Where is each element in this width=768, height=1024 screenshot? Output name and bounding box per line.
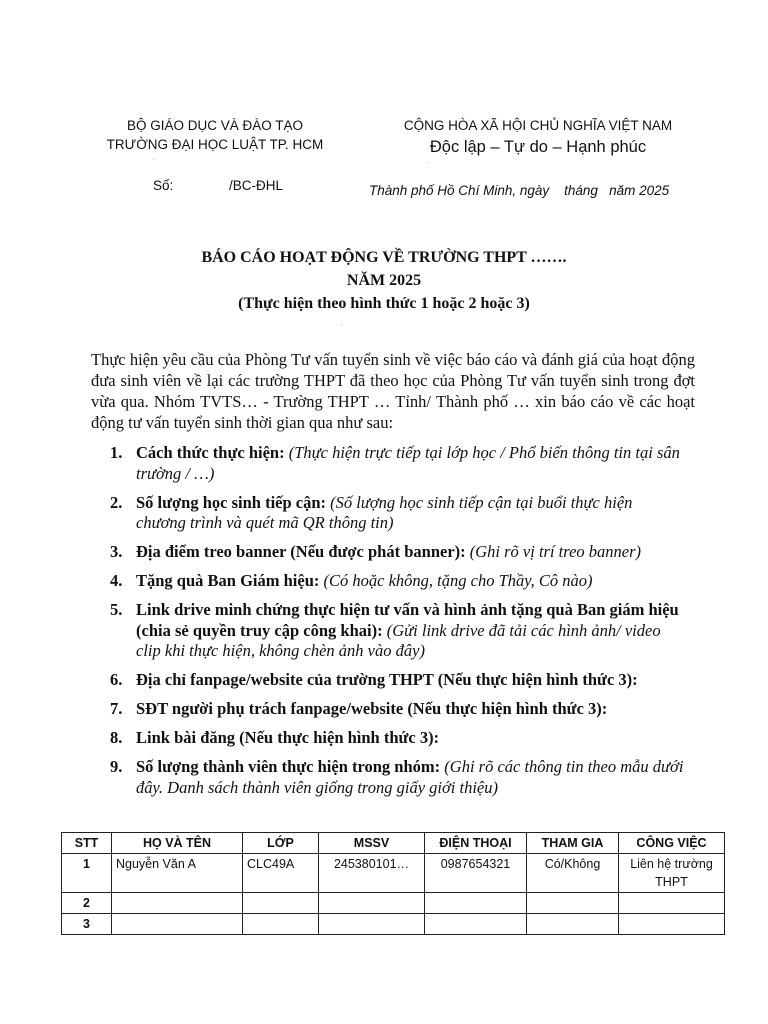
- table-cell: Nguyễn Văn A: [112, 854, 243, 893]
- item-number: 9.: [110, 757, 123, 776]
- table-cell: [425, 914, 527, 935]
- title-line-2: NĂM 2025: [346, 272, 422, 289]
- table-cell: [319, 893, 425, 914]
- tick-mark: ·: [152, 155, 155, 164]
- table-cell: [619, 914, 725, 935]
- national-header: [378, 116, 698, 159]
- school-name: TRƯỜNG ĐẠI HỌC LUẬT TP. HCM: [106, 137, 324, 152]
- table-cell: 3: [62, 914, 112, 935]
- column-header-stt: STT: [62, 833, 112, 854]
- item-heading: Địa chỉ fanpage/website của trường THPT (Nếu thực hiện hình thức 3):: [136, 670, 638, 689]
- table-cell: CLC49A: [243, 854, 319, 893]
- item-number: 1.: [110, 443, 123, 462]
- title-line-3: (Thực hiện theo hình thức 1 hoặc 2 hoặc 3): [238, 295, 530, 312]
- item-note: (Ghi rõ vị trí treo banner): [465, 542, 642, 561]
- table-cell: 2: [62, 893, 112, 914]
- tick-mark: ·: [426, 159, 429, 168]
- item-heading: Link drive minh chứng thực hiện tư vấn và hình ảnh tặng quà Ban giám hiệu (chia sẻ quyền truy cập công khai):: [136, 600, 679, 640]
- table-cell: Liên hệ trường THPT: [619, 854, 725, 893]
- item-note: (Số lượng học sinh tiếp cận tại buổi thực hiện chương trình và quét mã QR thông tin): [136, 492, 633, 532]
- item-number: 7.: [110, 699, 123, 718]
- list-item: [104, 699, 684, 720]
- list-item: [104, 728, 684, 749]
- table-row: [62, 914, 725, 935]
- document-number-label: Số:: [153, 178, 174, 193]
- column-header-participation: THAM GIA: [527, 833, 619, 854]
- item-heading: Tặng quà Ban Giám hiệu:: [136, 571, 320, 590]
- table-cell: 245380101…: [319, 854, 425, 893]
- table-header-row: [62, 833, 725, 854]
- intro-paragraph: Thực hiện yêu cầu của Phòng Tư vấn tuyển sinh về việc báo cáo và đánh giá của hoạt động đưa sinh viên về lại các trường THPT đã theo học của Phòng Tư vấn tuyển sinh trong đợt vừa qua. Nhóm TVTS… - Trường THPT … Tỉnh/ Thành phố … xin báo cáo về các hoạt động tư vấn tuyển sinh thời gian qua như sau:: [91, 350, 695, 432]
- item-note: (Thực hiện trực tiếp tại lớp học / Phổ biến thông tin tại sân trường / …): [136, 443, 680, 483]
- item-number: 3.: [110, 542, 123, 561]
- place-and-date: Thành phố Hồ Chí Minh, ngày tháng năm 2025: [369, 183, 670, 198]
- item-number: 6.: [110, 670, 123, 689]
- item-number: 5.: [110, 600, 123, 619]
- table-cell: [619, 893, 725, 914]
- table-cell: [527, 914, 619, 935]
- list-item: [104, 542, 684, 563]
- document-number: /BC-ĐHL: [229, 178, 284, 193]
- table-cell: [243, 914, 319, 935]
- tick-mark: ·: [340, 321, 343, 330]
- table-cell: [112, 893, 243, 914]
- table-cell: 0987654321: [425, 854, 527, 893]
- item-heading: Link bài đăng (Nếu thực hiện hình thức 3):: [136, 728, 440, 747]
- list-item: [104, 670, 684, 691]
- table-cell: [112, 914, 243, 935]
- item-heading: Số lượng thành viên thực hiện trong nhóm:: [136, 757, 441, 776]
- report-items: [104, 443, 684, 807]
- item-note: (Gửi link drive đã tải các hình ảnh/ video clip khi thực hiện, không chèn ảnh vào đây): [136, 620, 661, 660]
- column-header-name: HỌ VÀ TÊN: [112, 833, 243, 854]
- table-row: [62, 893, 725, 914]
- table-cell: 1: [62, 854, 112, 893]
- list-item: [104, 600, 684, 662]
- national-motto: Độc lập – Tự do – Hạnh phúc: [429, 138, 647, 156]
- list-item: [104, 443, 684, 484]
- item-number: 4.: [110, 571, 123, 590]
- table-cell: [319, 914, 425, 935]
- item-note: (Có hoặc không, tặng cho Thầy, Cô nào): [319, 571, 593, 590]
- item-heading: SĐT người phụ trách fanpage/website (Nếu thực hiện hình thức 3):: [136, 699, 608, 718]
- item-number: 2.: [110, 492, 123, 512]
- item-number: 8.: [110, 728, 123, 747]
- item-note: (Ghi rõ các thông tin theo mẫu dưới đây. Danh sách thành viên giống trong giấy giới thiệu): [136, 757, 684, 797]
- list-item: [104, 493, 684, 534]
- item-heading: Cách thức thực hiện:: [136, 443, 285, 462]
- country-name: CỘNG HÒA XÃ HỘI CHỦ NGHĨA VIỆT NAM: [403, 118, 673, 133]
- title-line-1: BÁO CÁO HOẠT ĐỘNG VỀ TRƯỜNG THPT …….: [201, 249, 567, 266]
- ministry-name: BỘ GIÁO DỤC VÀ ĐÀO TẠO: [126, 118, 304, 133]
- item-heading: Số lượng học sinh tiếp cận:: [136, 492, 327, 512]
- members-table: [61, 832, 725, 935]
- column-header-phone: ĐIỆN THOẠI: [425, 833, 527, 854]
- list-item: [104, 571, 684, 592]
- report-title: [0, 246, 768, 315]
- column-header-class: LỚP: [243, 833, 319, 854]
- issuer-block: [95, 116, 335, 154]
- table-cell: [243, 893, 319, 914]
- column-header-task: CÔNG VIỆC: [619, 833, 725, 854]
- table-row: [62, 854, 725, 893]
- table-cell: [527, 893, 619, 914]
- list-item: [104, 757, 684, 798]
- column-header-student-id: MSSV: [319, 833, 425, 854]
- table-cell: Có/Không: [527, 854, 619, 893]
- item-heading: Địa điểm treo banner (Nếu được phát banner):: [136, 542, 466, 561]
- table-cell: [425, 893, 527, 914]
